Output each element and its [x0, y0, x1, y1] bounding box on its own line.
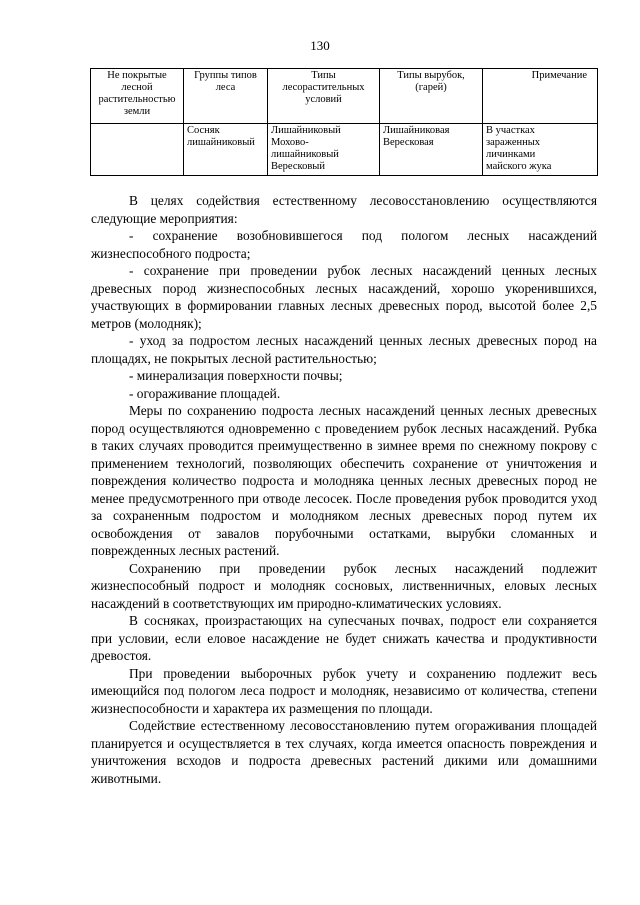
header-cell-uncovered-lands: Не покрытые лесной растительностью земли — [91, 69, 184, 124]
header-cell-site-conditions: Типы лесорастительных условий — [268, 69, 380, 124]
list-item: - огораживание площадей. — [129, 385, 281, 401]
table-cell-clearing-types — [380, 124, 483, 176]
list-item: - минерализация поверхности почвы; — [129, 368, 343, 383]
cell-line: лишайниковый — [271, 149, 339, 160]
cell-line: Вересковая — [383, 137, 434, 148]
cell-line: личинками — [486, 149, 536, 160]
cell-line: Лишайниковая — [383, 125, 450, 136]
cell-line: лишайниковый — [187, 137, 255, 148]
header-cell-note: Примечание — [483, 69, 598, 124]
list-item: - уход за подростом лесных насаждений ценных лесных древесных пород на площадях, не покрытых лесной растительностью; — [91, 333, 597, 366]
paragraph: Меры по сохранению подроста лесных насаждений ценных лесных древесных пород осуществляются одновременно с проведением рубок лесных насаждений. Рубка в таких случаях проводится преимущественно в зимнее время по снежному покрову с применением технологий, позволяющих обеспечить сохранение от уничтожения и повреждения количество подроста и молодняка ценных лесных древесных пород не менее предусмотренного при отводе лесосек. После проведения рубок проводится уход за сохраненным подростом и молодняком лесных древесных пород путем их освобождения от завалов порубочными остатками, вырубки сломанных и поврежденных лесных растений. — [91, 403, 597, 558]
table-cell-uncovered-lands — [91, 124, 184, 176]
paragraph: Содействие естественному лесовосстановлению путем огораживания площадей планируется и осуществляется в тех случаях, когда имеется опасность повреждения и уничтожения всходов и подроста древесных растений дикими или домашними животными. — [91, 718, 597, 786]
paragraph: При проведении выборочных рубок учету и сохранению подлежит весь имеющийся под пологом леса подрост и молодняк, независимо от количества, степени жизнеспособности и характера их размещения по площади. — [91, 665, 597, 716]
table-header-row — [91, 69, 598, 124]
cell-line: Сосняк — [187, 125, 220, 136]
cell-line: В участках — [486, 125, 535, 136]
cell-line: Вересковый — [271, 161, 325, 172]
body-text — [91, 192, 597, 787]
header-cell-clearing-types: Типы вырубок, (гарей) — [380, 69, 483, 124]
paragraph: В сосняках, произрастающих на супесчаных почвах, подрост ели сохраняется при условии, если еловое насаждение не будет снижать качества и продуктивности древостоя. — [91, 613, 597, 663]
table-cell-site-conditions — [268, 124, 380, 176]
paragraph-intro: В целях содействия естественному лесовосстановлению осуществляются следующие мероприятия: — [91, 193, 597, 226]
cell-line: Лишайниковый — [271, 125, 341, 136]
cell-line: Мохово- — [271, 137, 309, 148]
cell-line: майского жука — [486, 161, 552, 172]
header-cell-forest-type-groups: Группы типов леса — [184, 69, 268, 124]
table-cell-forest-type-group — [184, 124, 268, 176]
list-item: - сохранение при проведении рубок лесных насаждений ценных лесных древесных пород жизнеспособных лесных насаждений, хорошо укоренившихся, участвующих в формировании главных лесных древесных пород, высотой более 2,5 метров (молодняк); — [91, 263, 597, 331]
table-row — [91, 124, 598, 176]
paragraph: Сохранению при проведении рубок лесных насаждений подлежит жизнеспособный подрост и молодняк сосновых, лиственничных, еловых лесных насаждений в соответствующих им природно-климатических условиях. — [91, 560, 597, 611]
list-item: - сохранение возобновившегося под пологом лесных насаждений жизнеспособного подроста; — [91, 228, 597, 261]
table-cell-note — [483, 124, 598, 176]
page-number: 130 — [310, 38, 330, 53]
cell-line: зараженных — [486, 137, 541, 148]
forest-types-table — [90, 68, 598, 176]
